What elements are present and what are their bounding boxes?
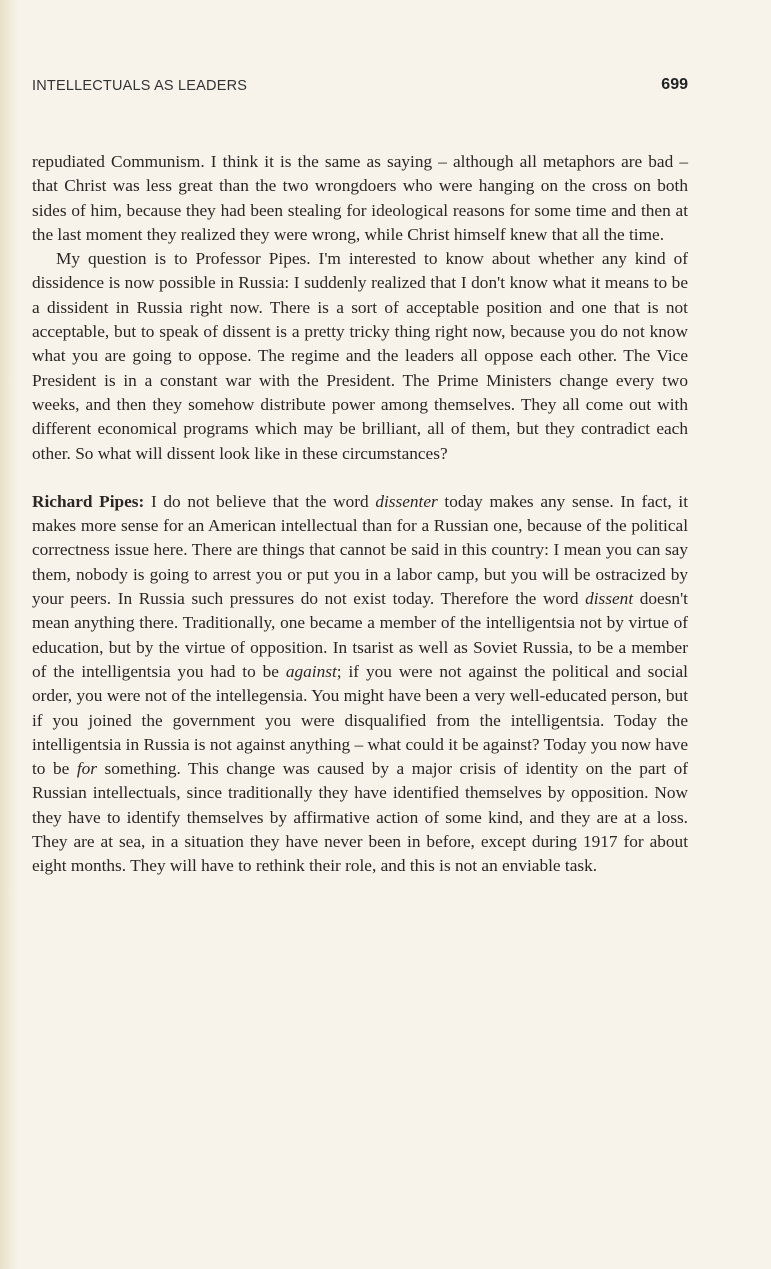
answer-text-5: something. This change was caused by a major crisis of identity on the part of Russian intellectuals, since traditionally they have identified themselves by opposition. Now they have to identify themselves by affirmative action of some kind, and they are at a loss. They are at sea, in a situation they have never been in before, except during 1917 for about eight months. They will have to rethink their role, and this is not an enviable task. — [32, 759, 688, 876]
emphasis-against: against — [285, 661, 337, 681]
paragraph-question: My question is to Professor Pipes. I'm interested to know about whether any kind of dissidence is now possible in Russia: I suddenly realized that I don't know what it means to be a dissident in Russia right now. There is a sort of acceptable position and one that is not acceptable, but to speak of dissent is a pretty tricky thing right now, because you do not know what you are going to oppose. The regime and the leaders all oppose each other. The Vice President is in a constant war with the President. The Prime Ministers change every two weeks, and then they somehow distribute power among themselves. They all come out with different economical programs which may be brilliant, all of them, but they contradict each other. So what will dissent look like in these circumstances? — [32, 249, 688, 463]
speaker-name: Richard Pipes: — [32, 491, 145, 511]
page-number: 699 — [661, 76, 688, 93]
emphasis-for: for — [76, 759, 97, 779]
page-gutter-shadow — [0, 0, 18, 1269]
body-text — [32, 150, 688, 879]
emphasis-dissent: dissent — [585, 589, 634, 609]
answer-text-2: today makes any sense. In fact, it makes more sense for an American intellectual than for a Russian one, because of the political correctness issue here. There are things that cannot be said in this country: I mean you can say them, nobody is going to arrest you or put you in a labor camp, but you will be ostracized by your peers. In Russia such pressures do not exist today. Therefore the word — [32, 491, 689, 609]
running-head — [32, 76, 688, 100]
answer-text-4: ; if you were not against the political and social order, you were not of the intellegensia. You might have been a very well-educated person, but if you joined the government you were disqualified from the intelligentsia. Today the intelligentsia in Russia is not against anything – what could it be against? Today you now have to be — [32, 661, 688, 779]
running-title: INTELLECTUALS AS LEADERS — [32, 78, 248, 94]
book-page — [32, 0, 688, 1269]
answer-text-1: I do not believe that the word — [144, 491, 376, 511]
answer-text-3: doesn't mean anything there. Traditionally, one became a member of the intelligentsia not by virtue of education, but by the virtue of opposition. In tsarist as well as Soviet Russia, to be a member of the intelligentsia you had to be — [32, 589, 688, 681]
paragraph-continuation: repudiated Communism. I think it is the same as saying – although all metaphors are bad – that Christ was less great than the two wrongdoers who were hanging on the cross on both sides of him, because they had been stealing for ideological reasons for some time and then at the last moment they realized they were wrong, while Christ himself knew that all the time. — [32, 152, 688, 244]
paragraph-answer — [32, 490, 688, 879]
emphasis-dissenter: dissenter — [375, 491, 438, 511]
